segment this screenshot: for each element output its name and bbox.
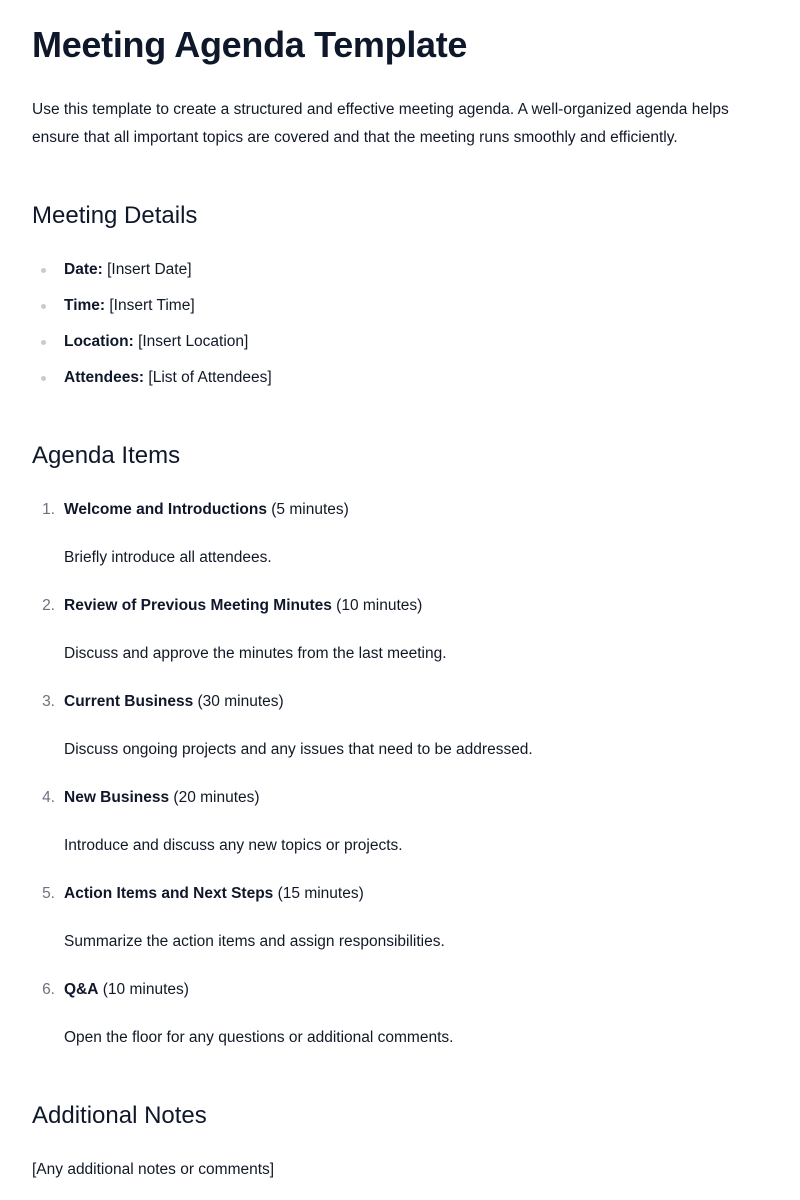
list-item xyxy=(32,328,272,364)
agenda-item-duration: (10 minutes) xyxy=(102,981,189,998)
agenda-item-number: 4. xyxy=(42,789,55,806)
agenda-item-duration: (20 minutes) xyxy=(173,789,260,806)
agenda-item-title: Welcome and Introductions xyxy=(64,501,267,518)
bullet-icon xyxy=(41,340,46,345)
detail-value: [Insert Location] xyxy=(138,333,249,350)
agenda-item-number: 1. xyxy=(42,501,55,518)
agenda-item-duration: (10 minutes) xyxy=(336,597,423,614)
agenda-item-number: 5. xyxy=(42,885,55,902)
agenda-item-description: Open the floor for any questions or additional comments. xyxy=(64,1029,454,1046)
agenda-item-heading xyxy=(64,880,364,908)
detail-label: Attendees: xyxy=(64,369,145,386)
agenda-item-description: Discuss and approve the minutes from the last meeting. xyxy=(64,645,447,662)
agenda-item-heading xyxy=(64,784,260,812)
list-item xyxy=(32,292,272,328)
detail-label: Location: xyxy=(64,333,134,350)
agenda-item-title: Current Business xyxy=(64,693,194,710)
bullet-icon xyxy=(41,304,46,309)
meeting-details-list xyxy=(32,256,272,400)
agenda-item-title: Review of Previous Meeting Minutes xyxy=(64,597,332,614)
agenda-item-number: 2. xyxy=(42,597,55,614)
detail-value: [List of Attendees] xyxy=(148,369,272,386)
additional-notes-heading: Additional Notes xyxy=(32,1102,207,1129)
agenda-item-heading xyxy=(64,592,422,620)
detail-label: Time: xyxy=(64,297,106,314)
agenda-item-duration: (5 minutes) xyxy=(271,501,349,518)
agenda-item-description: Summarize the action items and assign responsibilities. xyxy=(64,933,445,950)
agenda-item-title: Action Items and Next Steps xyxy=(64,885,274,902)
agenda-item-number: 3. xyxy=(42,693,55,710)
detail-value: [Insert Time] xyxy=(109,297,195,314)
page-title: Meeting Agenda Template xyxy=(32,24,468,65)
agenda-item-heading xyxy=(64,688,284,716)
agenda-item-description: Introduce and discuss any new topics or projects. xyxy=(64,837,403,854)
agenda-items-heading: Agenda Items xyxy=(32,442,181,469)
list-item xyxy=(32,256,272,292)
bullet-icon xyxy=(41,376,46,381)
agenda-item-description: Discuss ongoing projects and any issues that need to be addressed. xyxy=(64,741,533,758)
detail-label: Date: xyxy=(64,261,103,278)
agenda-item-title: Q&A xyxy=(64,981,99,998)
detail-value: [Insert Date] xyxy=(107,261,192,278)
agenda-item-description: Briefly introduce all attendees. xyxy=(64,549,272,566)
agenda-item-number: 6. xyxy=(42,981,55,998)
agenda-item-duration: (15 minutes) xyxy=(277,885,364,902)
agenda-item-heading xyxy=(64,976,189,1004)
additional-notes-text: [Any additional notes or comments] xyxy=(32,1161,275,1178)
agenda-item-heading xyxy=(64,496,349,524)
bullet-icon xyxy=(41,268,46,273)
meeting-details-heading: Meeting Details xyxy=(32,202,198,229)
agenda-item-title: New Business xyxy=(64,789,170,806)
agenda-item-duration: (30 minutes) xyxy=(197,693,284,710)
intro-paragraph: Use this template to create a structured and effective meeting agenda. A well-organized agenda helps ensure that all important topics are covered and that the meeting runs smoothly and efficiently. xyxy=(32,101,729,146)
list-item xyxy=(32,364,272,400)
